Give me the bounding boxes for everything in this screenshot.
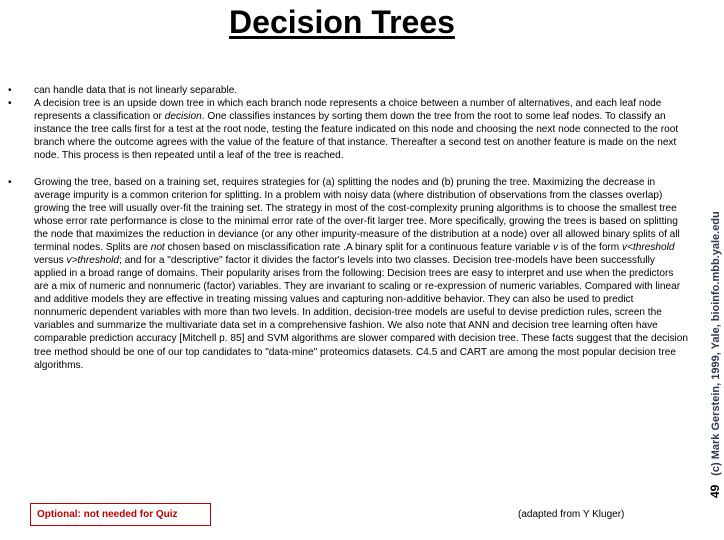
emphasized-text: v>threshold — [66, 255, 120, 267]
slide-number: 49 — [708, 484, 722, 498]
text-segment: is of the form — [558, 241, 623, 253]
bullet-dot: • — [8, 85, 12, 96]
bullet-item — [8, 97, 688, 162]
bullet-item — [8, 176, 688, 372]
bullet-item — [8, 84, 688, 97]
text-segment: . One classifies instances by sorting them down the tree from the root to some leaf nodes. To classify an instance the tree calls first for a test at the root node, testing the feature indicated on this node and choosing the next node connected to the root branch where the outcome agrees with the value of the feature of that instance. Thereafter a second test on another feature is made on the next node. This process is then repeated until a leaf of the tree is reached. — [34, 111, 679, 162]
bullet-dot: • — [8, 176, 12, 188]
bullet-text — [34, 177, 688, 371]
bullet-text — [34, 85, 237, 96]
side-footer — [693, 0, 722, 540]
text-segment: ; and for a "descriptive" factor it divides the factor's levels into two classes. Decision tree-models have been successfully applied in a broad range of domains. Their popularity arises from the following: Decision trees are easy to interpret and use when the predictors are a mix of numeric and nonnumeric (factor) variables. They are invariant to scaling or re-expression of numeric variables. Compared with linear and additive models they are effective in treating missing values and capturing non-additive behavior. They can also be used to predict nonnumeric dependent variables with more than two levels. In addition, decision-tree models are useful to devise prediction rules, screen the variables and summarize the multivariate data set in a comprehensive fashion. We also note that ANN and decision tree learning often have comparable prediction accuracy [Mitchell p. 85] and SVM algorithms are slower compared with decision tree. These facts suggest that the decision tree method should be one of our top candidates to "data-mine" proteomics datasets. C4.5 and CART are among the most popular decision tree algorithms. — [34, 255, 688, 371]
copyright-notice: (c) Mark Gerstein, 1999, Yale, bioinfo.mbb.yale.edu — [710, 211, 722, 476]
text-segment: can handle data that is not linearly separable. — [34, 85, 238, 96]
slide-title: Decision Trees — [229, 4, 455, 40]
bullet-spacer — [8, 162, 688, 175]
text-segment: chosen based on misclassification rate .A binary split for a continuous feature variable — [164, 241, 554, 253]
emphasized-text: not — [150, 241, 165, 253]
bullet-list — [8, 84, 688, 372]
emphasized-text: decision — [164, 111, 202, 123]
bullet-text — [34, 98, 678, 161]
emphasized-text: v<threshold — [622, 241, 675, 253]
optional-note: Optional: not needed for Quiz — [30, 503, 211, 526]
text-segment: A decision tree is an upside down tree in which each branch node represents a choice between a number of alternatives, and each leaf node represents a classification or — [34, 98, 662, 123]
text-segment: versus — [34, 255, 67, 267]
text-segment: Growing the tree, based on a training set, requires strategies for (a) splitting the nodes and (b) pruning the tree. Maximizing the decrease in average impurity is a common criterion for splitting. In a problem with noisy data (where distribution of observations from the classes overlap) growing the tree will usually over-fit the training set. The strategy in most of the cost-complexity pruning algorithms is to choose the smallest tree whose error rate performance is close to the minimal error rate of the over-fit larger tree. More specifically, growing the trees is based on splitting the node that maximizes the reduction in deviance (or any other impurity-measure of the distribution at a node) over all allowed binary splits of all terminal nodes. Splits are — [34, 176, 680, 253]
emphasized-text: v — [553, 241, 559, 253]
attribution: (adapted from Y Kluger) — [518, 509, 625, 520]
bullet-dot: • — [8, 98, 12, 110]
side-footer-text — [706, 211, 724, 498]
